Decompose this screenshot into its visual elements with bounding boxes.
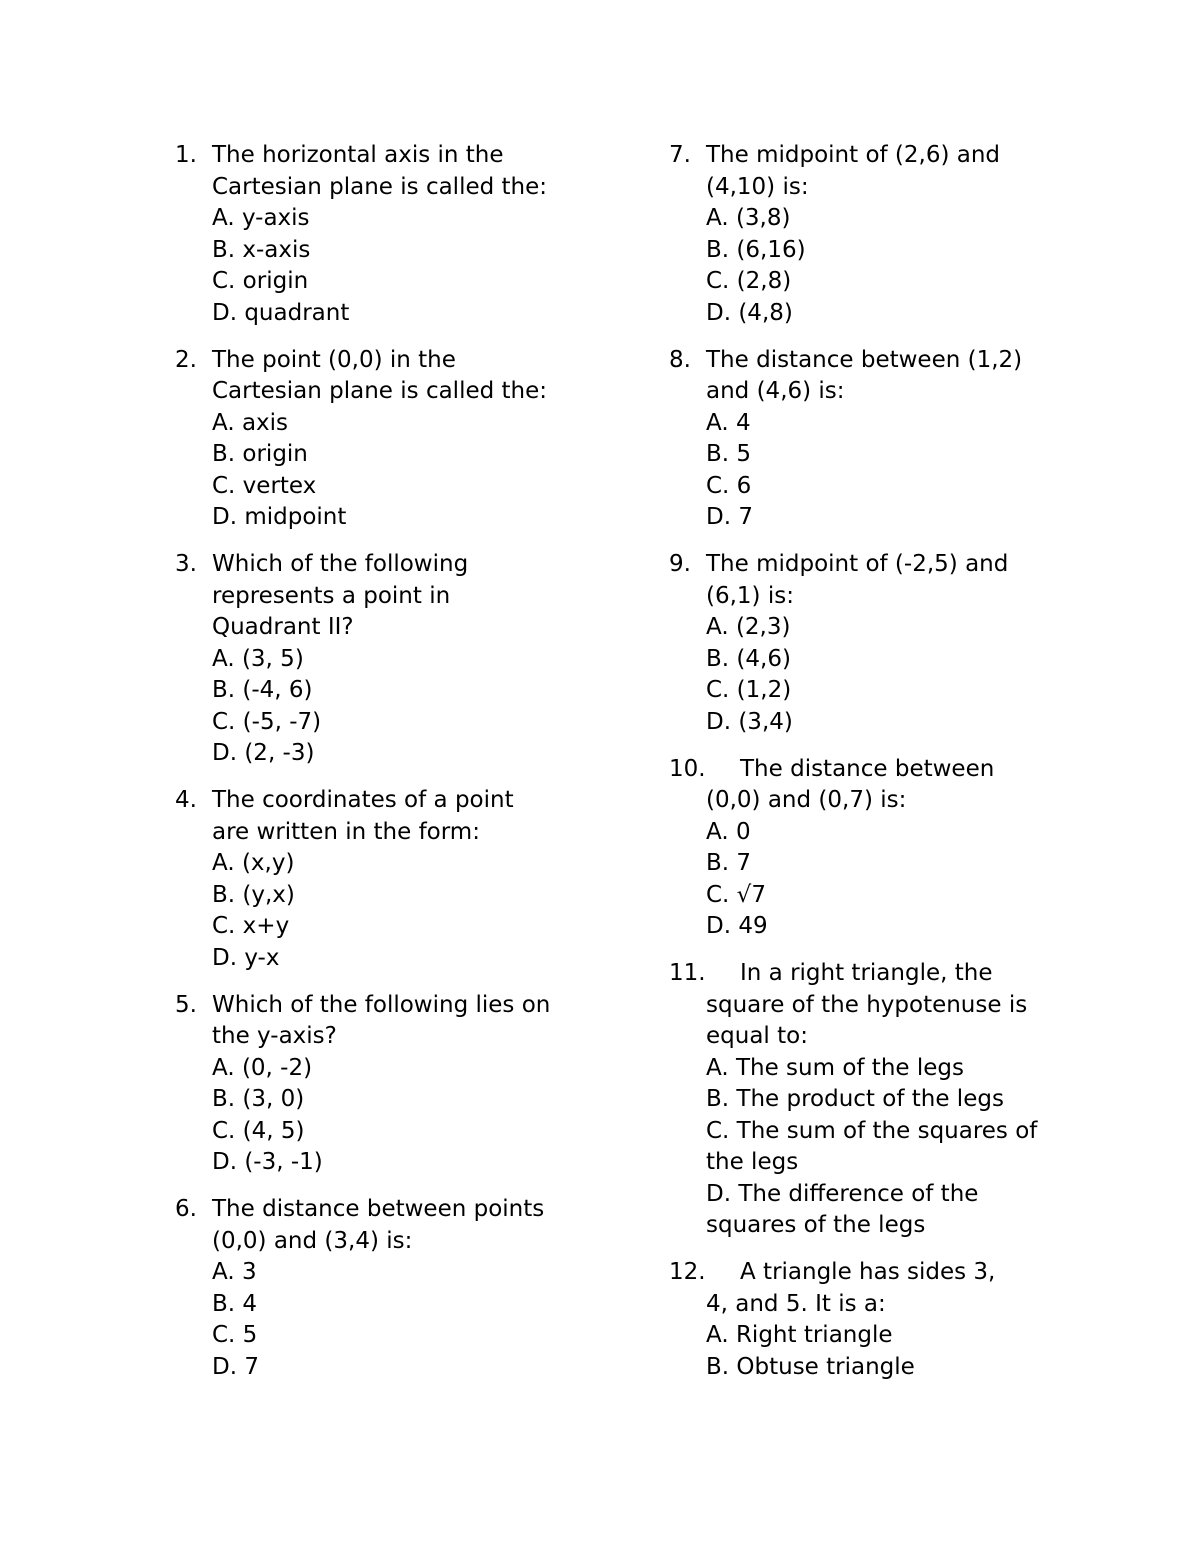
question-stem-line: The distance between (1,2)	[706, 346, 1023, 373]
answer-option: D. (3,4)	[706, 708, 793, 735]
answer-option: A. y-axis	[212, 205, 310, 231]
answer-option: B. (-4, 6)	[212, 677, 313, 703]
question-stem-line: Cartesian plane is called the:	[212, 378, 548, 404]
answer-option: C. vertex	[212, 472, 317, 499]
answer-option: D. quadrant	[212, 299, 350, 326]
answer-option: D. midpoint	[212, 504, 347, 530]
answer-option: C. √7	[706, 881, 766, 908]
answer-option: B. x-axis	[212, 236, 311, 263]
question-number: 12.	[669, 1259, 706, 1285]
answer-option: D. 7	[212, 1353, 259, 1380]
answer-option: C. (2,8)	[706, 268, 792, 294]
question-3-left	[175, 549, 575, 770]
answer-option: D. 49	[706, 913, 768, 939]
question-number: 5.	[175, 991, 197, 1018]
answer-option: A. (x,y)	[212, 850, 295, 876]
left-column	[175, 140, 575, 1399]
question-stem-line: (4,10) is:	[706, 173, 809, 200]
question-number: 9.	[669, 551, 691, 577]
question-1-left	[175, 140, 575, 329]
question-stem-line: equal to:	[706, 1023, 808, 1049]
answer-option: D. (2, -3)	[212, 740, 315, 766]
question-stem-line: are written in the form:	[212, 818, 480, 845]
question-number: 3.	[175, 551, 197, 577]
question-stem-line: The horizontal axis in the	[212, 142, 504, 168]
answer-option: squares of the legs	[706, 1212, 926, 1238]
answer-option: A. Right triangle	[706, 1322, 893, 1348]
question-stem-line: In a right triangle, the	[740, 960, 993, 986]
answer-option: C. (1,2)	[706, 677, 792, 703]
question-stem-line: (6,1) is:	[706, 582, 794, 609]
answer-option: D. The difference of the	[706, 1180, 979, 1207]
answer-option: C. 5	[212, 1322, 258, 1348]
answer-option: A. 0	[706, 818, 751, 845]
answer-option: A. The sum of the legs	[706, 1054, 964, 1081]
answer-option: B. 4	[212, 1290, 258, 1317]
question-stem-line: Cartesian plane is called the:	[212, 173, 548, 200]
question-number: 11.	[669, 960, 706, 986]
answer-option: A. (3,8)	[706, 205, 791, 231]
answer-option: A. 4	[706, 409, 751, 436]
question-stem-line: The distance between points	[212, 1196, 545, 1222]
question-stem-line: square of the hypotenuse is	[706, 991, 1028, 1018]
question-5-left	[175, 990, 575, 1179]
answer-option: C. x+y	[212, 913, 290, 939]
answer-option: B. Obtuse triangle	[706, 1353, 915, 1380]
question-4-right	[669, 754, 1064, 943]
question-stem-line: The midpoint of (2,6) and	[706, 142, 1001, 168]
answer-option: B. The product of the legs	[706, 1086, 1004, 1112]
question-stem-line: represents a point in	[212, 582, 451, 609]
question-3-right	[669, 549, 1064, 738]
answer-option: the legs	[706, 1149, 799, 1175]
answer-option: C. 6	[706, 472, 752, 499]
question-number: 7.	[669, 142, 691, 168]
question-stem-line: The distance between	[740, 755, 995, 782]
answer-option: B. 7	[706, 850, 752, 876]
answer-option: B. (y,x)	[212, 881, 295, 908]
answer-option: C. The sum of the squares of	[706, 1117, 1038, 1144]
question-stem-line: 4, and 5. It is a:	[706, 1290, 886, 1317]
question-2-right	[669, 345, 1064, 534]
answer-option: A. 3	[212, 1259, 257, 1285]
question-5-right	[669, 958, 1064, 1242]
question-6-right	[669, 1257, 1064, 1383]
question-number: 2.	[175, 346, 197, 373]
question-number: 8.	[669, 346, 691, 373]
question-stem-line: (0,0) and (0,7) is:	[706, 787, 907, 813]
right-column	[669, 140, 1064, 1399]
answer-option: D. (-3, -1)	[212, 1149, 323, 1175]
answer-option: B. (4,6)	[706, 645, 791, 672]
question-6-left	[175, 1194, 575, 1383]
question-4-left	[175, 785, 575, 974]
answer-option: A. (3, 5)	[212, 645, 304, 672]
answer-option: D. y-x	[212, 944, 280, 971]
question-stem-line: A triangle has sides 3,	[740, 1259, 996, 1285]
answer-option: C. (4, 5)	[212, 1117, 305, 1144]
question-stem-line: Quadrant II?	[212, 614, 354, 640]
question-stem-line: Which of the following lies on	[212, 991, 551, 1018]
answer-option: D. 7	[706, 504, 753, 530]
answer-option: C. (-5, -7)	[212, 708, 322, 735]
question-stem-line: and (4,6) is:	[706, 378, 845, 404]
question-2-left	[175, 345, 575, 534]
answer-option: A. axis	[212, 409, 289, 436]
answer-option: B. origin	[212, 441, 308, 467]
answer-option: A. (2,3)	[706, 614, 791, 640]
question-number: 10.	[669, 755, 706, 782]
question-stem-line: the y-axis?	[212, 1023, 337, 1049]
answer-option: A. (0, -2)	[212, 1054, 313, 1081]
question-stem-line: (0,0) and (3,4) is:	[212, 1227, 413, 1254]
question-stem-line: The coordinates of a point	[212, 787, 514, 813]
answer-option: D. (4,8)	[706, 299, 793, 326]
answer-option: B. (6,16)	[706, 236, 806, 263]
question-stem-line: Which of the following	[212, 551, 469, 577]
answer-option: B. (3, 0)	[212, 1086, 305, 1112]
question-number: 6.	[175, 1196, 197, 1222]
question-stem-line: The midpoint of (-2,5) and	[706, 551, 1009, 577]
question-number: 1.	[175, 142, 197, 168]
question-number: 4.	[175, 787, 197, 813]
question-1-right	[669, 140, 1064, 329]
question-stem-line: The point (0,0) in the	[212, 346, 456, 373]
answer-option: C. origin	[212, 268, 309, 294]
answer-option: B. 5	[706, 441, 752, 467]
